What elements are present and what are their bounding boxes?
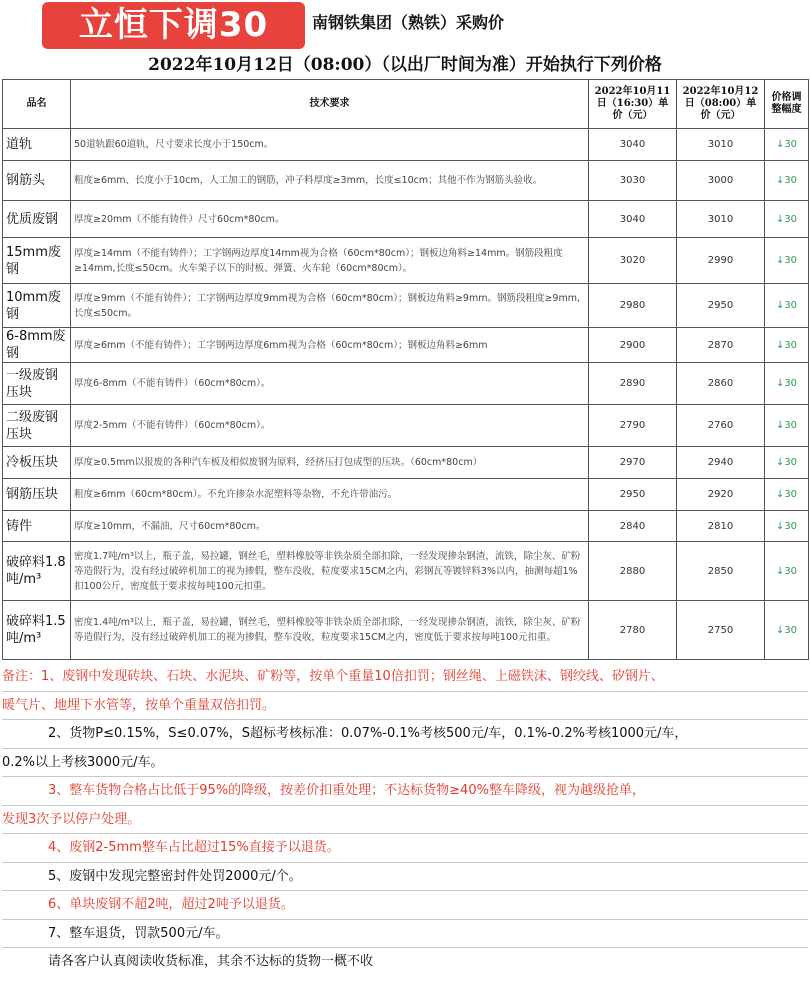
col-header-adjustment: 价格调整幅度 xyxy=(765,80,809,129)
row-old-price: 3020 xyxy=(589,238,677,284)
note-7: 7、整车退货，罚款500元/车。 xyxy=(2,920,808,949)
row-adjustment: ↓30 xyxy=(765,542,809,601)
row-old-price: 3040 xyxy=(589,129,677,161)
row-requirement: 密度1.4吨/m³以上，瓶子盖，易拉罐，钢丝毛，塑料橡胶等非铁杂质全部扣除，一经发现掺杂钢渣，流铁，除尘灰、矿粉等造假行为，没有经过破碎机加工的视为掺假，整车没收，粒度要求15CM之内，密度低于要求按每吨100元扣重。 xyxy=(71,601,589,660)
row-adjustment: ↓30 xyxy=(765,284,809,328)
price-down-badge: 立恒下调30 xyxy=(42,2,305,49)
page-subtitle: 2022年10月12日（08:00）（以出厂时间为准）开始执行下列价格 xyxy=(148,55,662,75)
price-table xyxy=(2,79,809,660)
row-adjustment: ↓30 xyxy=(765,201,809,238)
row-requirement: 厚度2-5mm（不能有铸件）（60cm*80cm）。 xyxy=(71,405,589,447)
row-name: 钢筋头 xyxy=(3,161,71,201)
row-old-price: 2980 xyxy=(589,284,677,328)
row-name: 铸件 xyxy=(3,511,71,542)
row-adjustment: ↓30 xyxy=(765,601,809,660)
table-row xyxy=(3,405,809,447)
row-new-price: 3000 xyxy=(677,161,765,201)
row-name: 二级废钢压块 xyxy=(3,405,71,447)
row-adjustment: ↓30 xyxy=(765,447,809,479)
col-header-new-price: 2022年10月12日（08:00）单价（元） xyxy=(677,80,765,129)
table-row xyxy=(3,238,809,284)
table-row xyxy=(3,201,809,238)
row-name: 破碎料1.8吨/m³ xyxy=(3,542,71,601)
table-row xyxy=(3,363,809,405)
row-new-price: 3010 xyxy=(677,201,765,238)
note-5: 5、废钢中发现完整密封件处罚2000元/个。 xyxy=(2,863,808,892)
row-new-price: 3010 xyxy=(677,129,765,161)
notes-footer: 请各客户认真阅读收货标准，其余不达标的货物一概不收 xyxy=(48,954,374,969)
row-requirement: 厚度≥6mm（不能有铸件）；工字钢两边厚度6mm视为合格（60cm*80cm）；钢板边角料≥6mm xyxy=(71,328,589,363)
row-name: 破碎料1.5吨/m³ xyxy=(3,601,71,660)
row-new-price: 2990 xyxy=(677,238,765,284)
row-name: 10mm废钢 xyxy=(3,284,71,328)
row-name: 冷板压块 xyxy=(3,447,71,479)
row-requirement: 50道轨跟60道轨，尺寸要求长度小于150cm。 xyxy=(71,129,589,161)
row-requirement: 厚度≥9mm（不能有铸件）；工字钢两边厚度9mm视为合格（60cm*80cm）；钢板边角料≥9mm。钢筋段粗度≥9mm,长度≤50cm。 xyxy=(71,284,589,328)
table-header-row xyxy=(3,80,809,129)
table-row xyxy=(3,328,809,363)
row-adjustment: ↓30 xyxy=(765,405,809,447)
page-title: 南钢铁集团（熟铁）采购价 xyxy=(312,13,505,32)
table-row xyxy=(3,447,809,479)
row-new-price: 2940 xyxy=(677,447,765,479)
note-1-line-1: 备注：1、废钢中发现砖块、石块、水泥块、矿粉等，按单个重量10倍扣罚；钢丝绳、上磁铁沫、钢绞线、矽钢片、 xyxy=(2,663,808,692)
row-old-price: 2970 xyxy=(589,447,677,479)
row-requirement: 厚度≥20mm（不能有铸件）尺寸60cm*80cm。 xyxy=(71,201,589,238)
row-adjustment: ↓30 xyxy=(765,161,809,201)
col-header-requirement: 技术要求 xyxy=(71,80,589,129)
row-requirement: 厚度≥14mm（不能有铸件）；工字钢两边厚度14mm视为合格（60cm*80cm）；钢板边角料≥14mm。钢筋段粗度≥14mm,长度≤50cm。火车架子以下的时板、弹簧、火车轮（60cm*80cm）。 xyxy=(71,238,589,284)
note-3-line-2: 发现3次予以停户处理。 xyxy=(2,806,808,835)
row-old-price: 2950 xyxy=(589,479,677,511)
row-adjustment: ↓30 xyxy=(765,479,809,511)
row-requirement: 粗度≥6mm（60cm*80cm）。不允许掺杂水泥塑料等杂物，不允许带油污。 xyxy=(71,479,589,511)
table-row xyxy=(3,284,809,328)
note-4: 4、废钢2-5mm整车占比超过15%直接予以退货。 xyxy=(2,834,808,863)
row-old-price: 2900 xyxy=(589,328,677,363)
note-2-line-1: 2、货物P≤0.15%，S≤0.07%，S超标考核标准：0.07%-0.1%考核500元/车，0.1%-0.2%考核1000元/车， xyxy=(2,720,808,749)
table-row xyxy=(3,542,809,601)
table-row xyxy=(3,129,809,161)
row-new-price: 2760 xyxy=(677,405,765,447)
row-requirement: 密度1.7吨/m³以上，瓶子盖，易拉罐，钢丝毛，塑料橡胶等非铁杂质全部扣除，一经发现掺杂钢渣，流铁，除尘灰、矿粉等造假行为，没有经过破碎机加工的视为掺假，整车没收，粒度要求15CM之内，彩钢瓦等镀锌料3%以内，抽测每超1%扣100公斤，密度低于要求按每吨100元扣重。 xyxy=(71,542,589,601)
row-old-price: 3040 xyxy=(589,201,677,238)
table-row xyxy=(3,511,809,542)
col-header-name: 品名 xyxy=(3,80,71,129)
row-new-price: 2810 xyxy=(677,511,765,542)
note-3-line-1: 3、整车货物合格占比低于95%的降级，按差价扣重处理；不达标货物≥40%整车降级，视为越级抢单， xyxy=(2,777,808,806)
row-name: 15mm废钢 xyxy=(3,238,71,284)
row-name: 优质废钢 xyxy=(3,201,71,238)
row-new-price: 2870 xyxy=(677,328,765,363)
row-name: 一级废钢压块 xyxy=(3,363,71,405)
row-adjustment: ↓30 xyxy=(765,129,809,161)
row-adjustment: ↓30 xyxy=(765,238,809,284)
row-old-price: 2890 xyxy=(589,363,677,405)
col-header-old-price: 2022年10月11日（16:30）单价（元） xyxy=(589,80,677,129)
table-row xyxy=(3,479,809,511)
note-2-line-2: 0.2%以上考核3000元/车。 xyxy=(2,749,808,778)
row-adjustment: ↓30 xyxy=(765,328,809,363)
row-new-price: 2860 xyxy=(677,363,765,405)
note-6: 6、单块废钢不超2吨，超过2吨予以退货。 xyxy=(2,891,808,920)
row-new-price: 2920 xyxy=(677,479,765,511)
row-new-price: 2850 xyxy=(677,542,765,601)
row-old-price: 2840 xyxy=(589,511,677,542)
row-old-price: 2790 xyxy=(589,405,677,447)
row-name: 6-8mm废钢 xyxy=(3,328,71,363)
row-requirement: 厚度≥0.5mm以报废的各种汽车板及相似废钢为原料，经挤压打包成型的压块。（60cm*80cm） xyxy=(71,447,589,479)
row-name: 道轨 xyxy=(3,129,71,161)
row-new-price: 2950 xyxy=(677,284,765,328)
row-requirement: 厚度≥10mm，不漏油，尺寸60cm*80cm。 xyxy=(71,511,589,542)
row-adjustment: ↓30 xyxy=(765,511,809,542)
row-new-price: 2750 xyxy=(677,601,765,660)
row-old-price: 3030 xyxy=(589,161,677,201)
notes-section xyxy=(2,663,808,976)
row-requirement: 粗度≥6mm、长度小于10cm，人工加工的钢筋，冲子料厚度≥3mm，长度≤10cm；其他不作为钢筋头验收。 xyxy=(71,161,589,201)
row-old-price: 2780 xyxy=(589,601,677,660)
row-requirement: 厚度6-8mm（不能有铸件）（60cm*80cm）。 xyxy=(71,363,589,405)
table-row xyxy=(3,161,809,201)
row-old-price: 2880 xyxy=(589,542,677,601)
table-row xyxy=(3,601,809,660)
row-name: 钢筋压块 xyxy=(3,479,71,511)
row-adjustment: ↓30 xyxy=(765,363,809,405)
note-1-line-2: 暖气片、地埋下水管等，按单个重量双倍扣罚。 xyxy=(2,692,808,721)
